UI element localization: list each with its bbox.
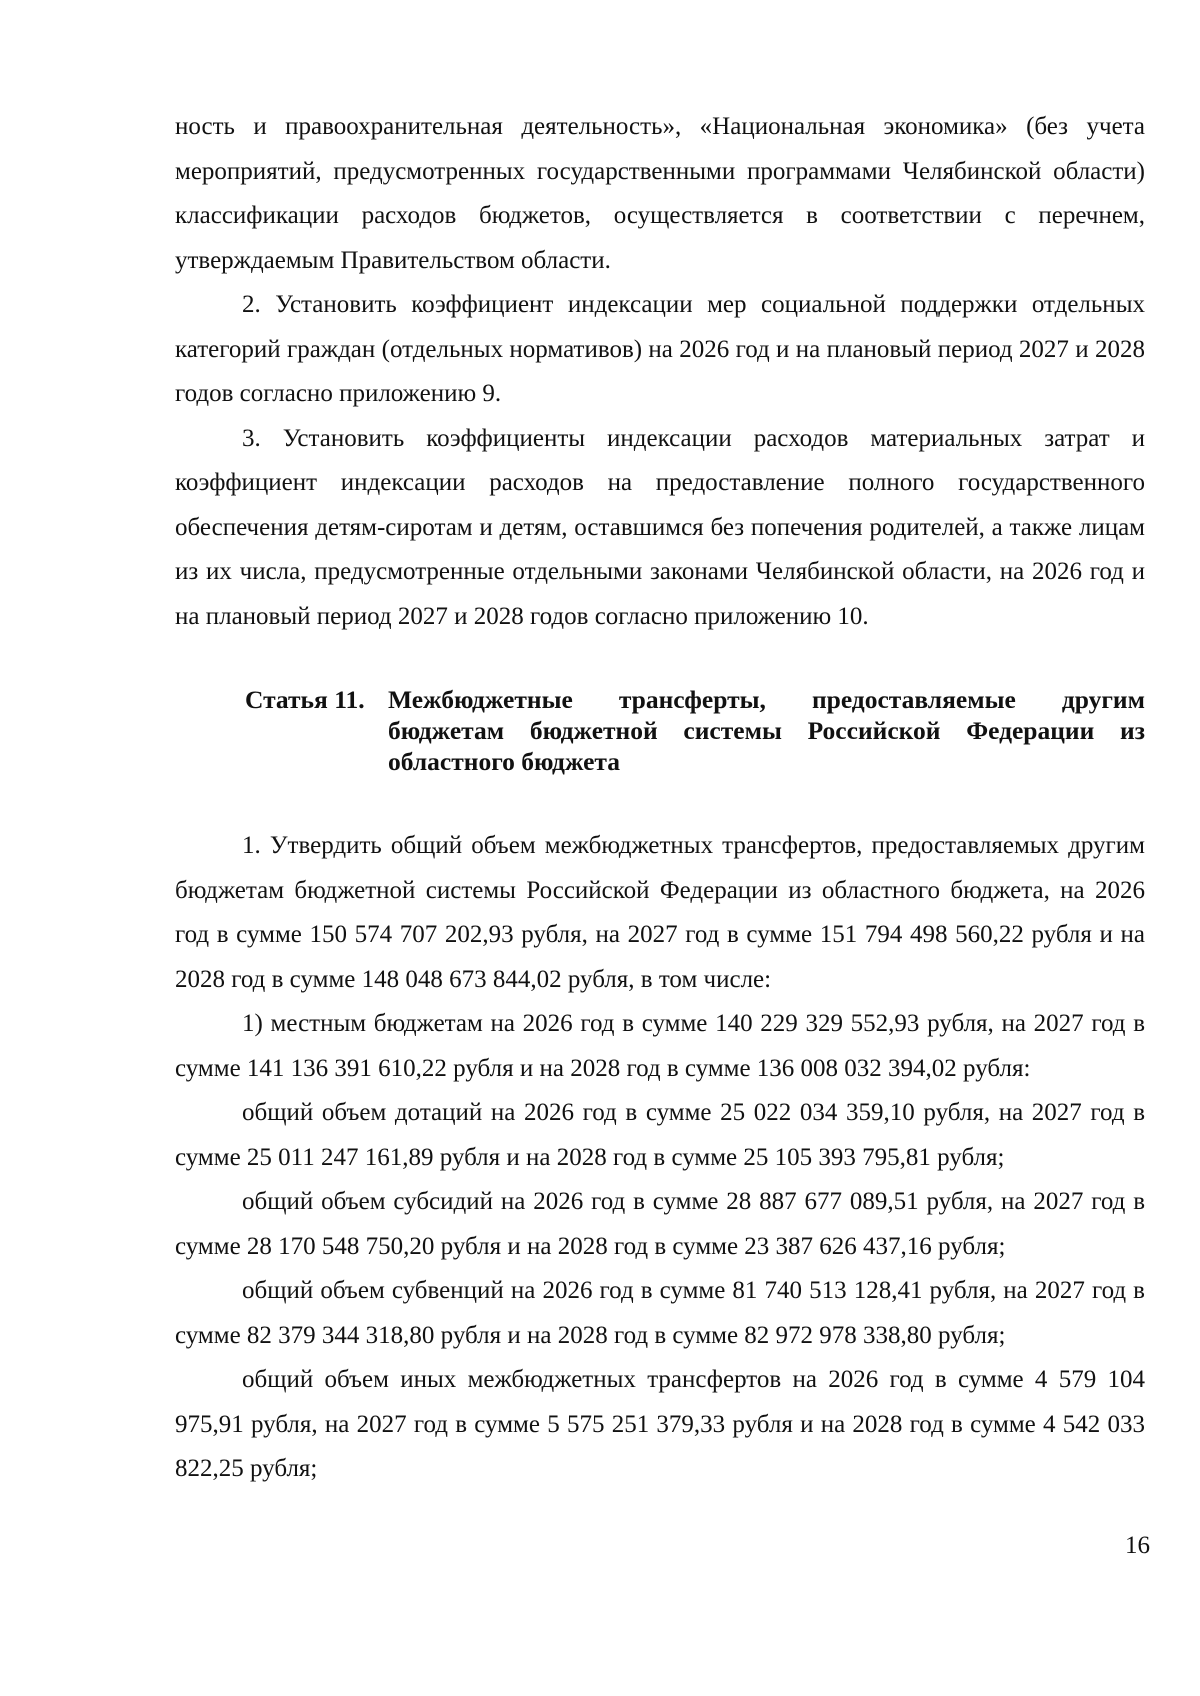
paragraph-item-3: 3. Установить коэффициенты индексации расходов материальных затрат и коэффициент индексации расходов на предоставление полного государственного обеспечения детям-сиротам и детям, оставшимся без попечения родителей, а также лицам из их числа, предусмотренные отдельными законами Челябинской области, на 2026 год и на плановый период 2027 и 2028 годов согласно приложению 10. bbox=[175, 424, 1145, 630]
article-title: Межбюджетные трансферты, предоставляемые другим бюджетам бюджетной системы Российской Федерации из областного бюджета bbox=[388, 685, 1145, 776]
paragraph-subventions: общий объем субвенций на 2026 год в сумме 81 740 513 128,41 рубля, на 2027 год в сумме 82 379 344 318,80 рубля и на 2028 год в сумме 82 972 978 338,80 рубля; bbox=[175, 1277, 1145, 1349]
paragraph-total-transfers: 1. Утвердить общий объем межбюджетных трансфертов, предоставляемых другим бюджетам бюджетной системы Российской Федерации из областного бюджета, на 2026 год в сумме 150 574 707 202,93 рубля, на 2027 год в сумме 151 794 498 560,22 рубля и на 2028 год в сумме 148 048 673 844,02 рубля, в том числе: bbox=[175, 832, 1145, 993]
paragraph-continuation: ность и правоохранительная деятельность», «Национальная экономика» (без учета мероприятий, предусмотренных государственными программами Челябинской области) классификации расходов бюджетов, осуществляется в соответствии с перечнем, утверждаемым Правительством области. bbox=[175, 113, 1145, 274]
spacer bbox=[175, 777, 1145, 824]
paragraph-subsidies: общий объем субсидий на 2026 год в сумме 28 887 677 089,51 рубля, на 2027 год в сумме 28 170 548 750,20 рубля и на 2028 год в сумме 23 387 626 437,16 рубля; bbox=[175, 1188, 1145, 1260]
paragraph-dotations: общий объем дотаций на 2026 год в сумме 25 022 034 359,10 рубля, на 2027 год в сумме 25 011 247 161,89 рубля и на 2028 год в сумме 25 105 393 795,81 рубля; bbox=[175, 1099, 1145, 1171]
paragraph-item-2: 2. Установить коэффициент индексации мер социальной поддержки отдельных категорий граждан (отдельных нормативов) на 2026 год и на плановый период 2027 и 2028 годов согласно приложению 9. bbox=[175, 291, 1145, 407]
paragraph-other-transfers: общий объем иных межбюджетных трансфертов на 2026 год в сумме 4 579 104 975,91 рубля, на 2027 год в сумме 5 575 251 379,33 рубля и на 2028 год в сумме 4 542 033 822,25 рубля; bbox=[175, 1366, 1145, 1482]
paragraph-local-budgets: 1) местным бюджетам на 2026 год в сумме 140 229 329 552,93 рубля, на 2027 год в сумме 141 136 391 610,22 рубля и на 2028 год в сумме 136 008 032 394,02 рубля: bbox=[175, 1010, 1145, 1082]
page-number: 16 bbox=[1125, 1532, 1150, 1559]
spacer bbox=[175, 639, 1145, 684]
article-heading bbox=[245, 684, 1145, 777]
article-number: Статья 11. bbox=[245, 685, 365, 714]
document-page bbox=[175, 105, 1145, 1492]
